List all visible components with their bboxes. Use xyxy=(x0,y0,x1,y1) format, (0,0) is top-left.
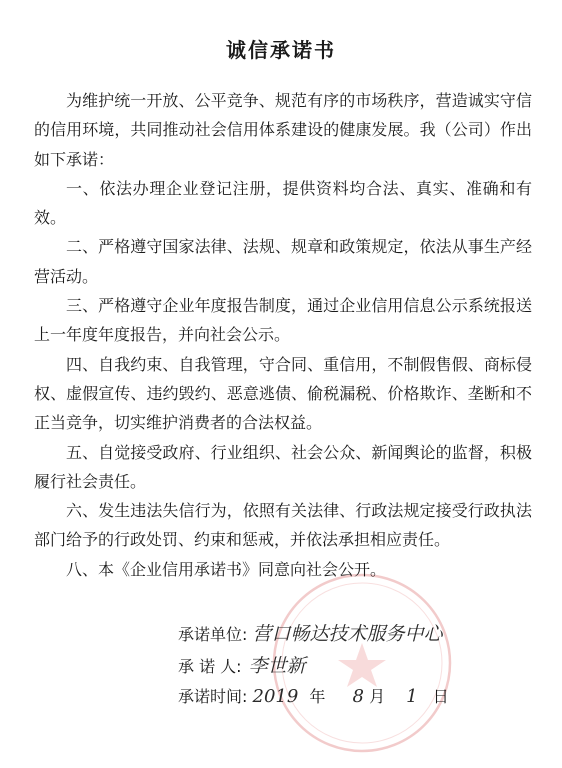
document-title: 诚信承诺书 xyxy=(226,38,336,62)
date-day: 1 xyxy=(406,686,418,707)
person-handwriting: 李世新 xyxy=(248,655,306,677)
promise-item-8: 八、本《企业信用承诺书》同意向社会公开。 xyxy=(66,559,387,579)
unit-label: 承诺单位: xyxy=(178,625,248,644)
signature-date-row xyxy=(178,684,449,710)
date-year: 2019 xyxy=(252,686,299,707)
document-body xyxy=(34,86,532,584)
date-day-unit: 日 xyxy=(432,687,449,706)
promise-item-4: 四、自我约束、自我管理，守合同、重信用，不制假售假、商标侵权、虚假宣传、违约毁约、恶意逃债、偷税漏税、价格欺诈、垄断和不正当竞争，切实维护消费者的合法权益。 xyxy=(34,354,532,433)
person-label: 承 诺 人: xyxy=(178,657,242,676)
promise-item-5: 五、自觉接受政府、行业组织、社会公众、新闻舆论的监督，积极履行社会责任。 xyxy=(34,442,532,491)
date-month: 8 xyxy=(352,686,364,707)
promise-item-3: 三、严格遵守企业年度报告制度，通过企业信用信息公示系统报送上一年度年度报告，并向社会公示。 xyxy=(34,296,532,345)
unit-handwriting: 营口畅达技术服务中心 xyxy=(252,623,443,645)
signature-person-row xyxy=(178,653,306,679)
signature-unit-row xyxy=(178,621,443,647)
promise-item-1: 一、依法办理企业登记注册，提供资料均合法、真实、准确和有效。 xyxy=(34,178,532,228)
promise-item-2: 二、严格遵守国家法律、法规、规章和政策规定，依法从事生产经营活动。 xyxy=(34,237,532,286)
date-year-unit: 年 xyxy=(309,687,326,706)
intro-paragraph: 为维护统一开放、公平竞争、规范有序的市场秩序，营造诚实守信的信用环境，共同推动社会信用体系建设的健康发展。我（公司）作出如下承诺： xyxy=(34,91,532,169)
date-month-unit: 月 xyxy=(369,687,386,706)
promise-item-6: 六、发生违法失信行为，依照有关法律、行政法规定接受行政执法部门给予的行政处罚、约束和惩戒，并依法承担相应责任。 xyxy=(34,501,532,550)
date-label: 承诺时间: xyxy=(178,687,248,706)
